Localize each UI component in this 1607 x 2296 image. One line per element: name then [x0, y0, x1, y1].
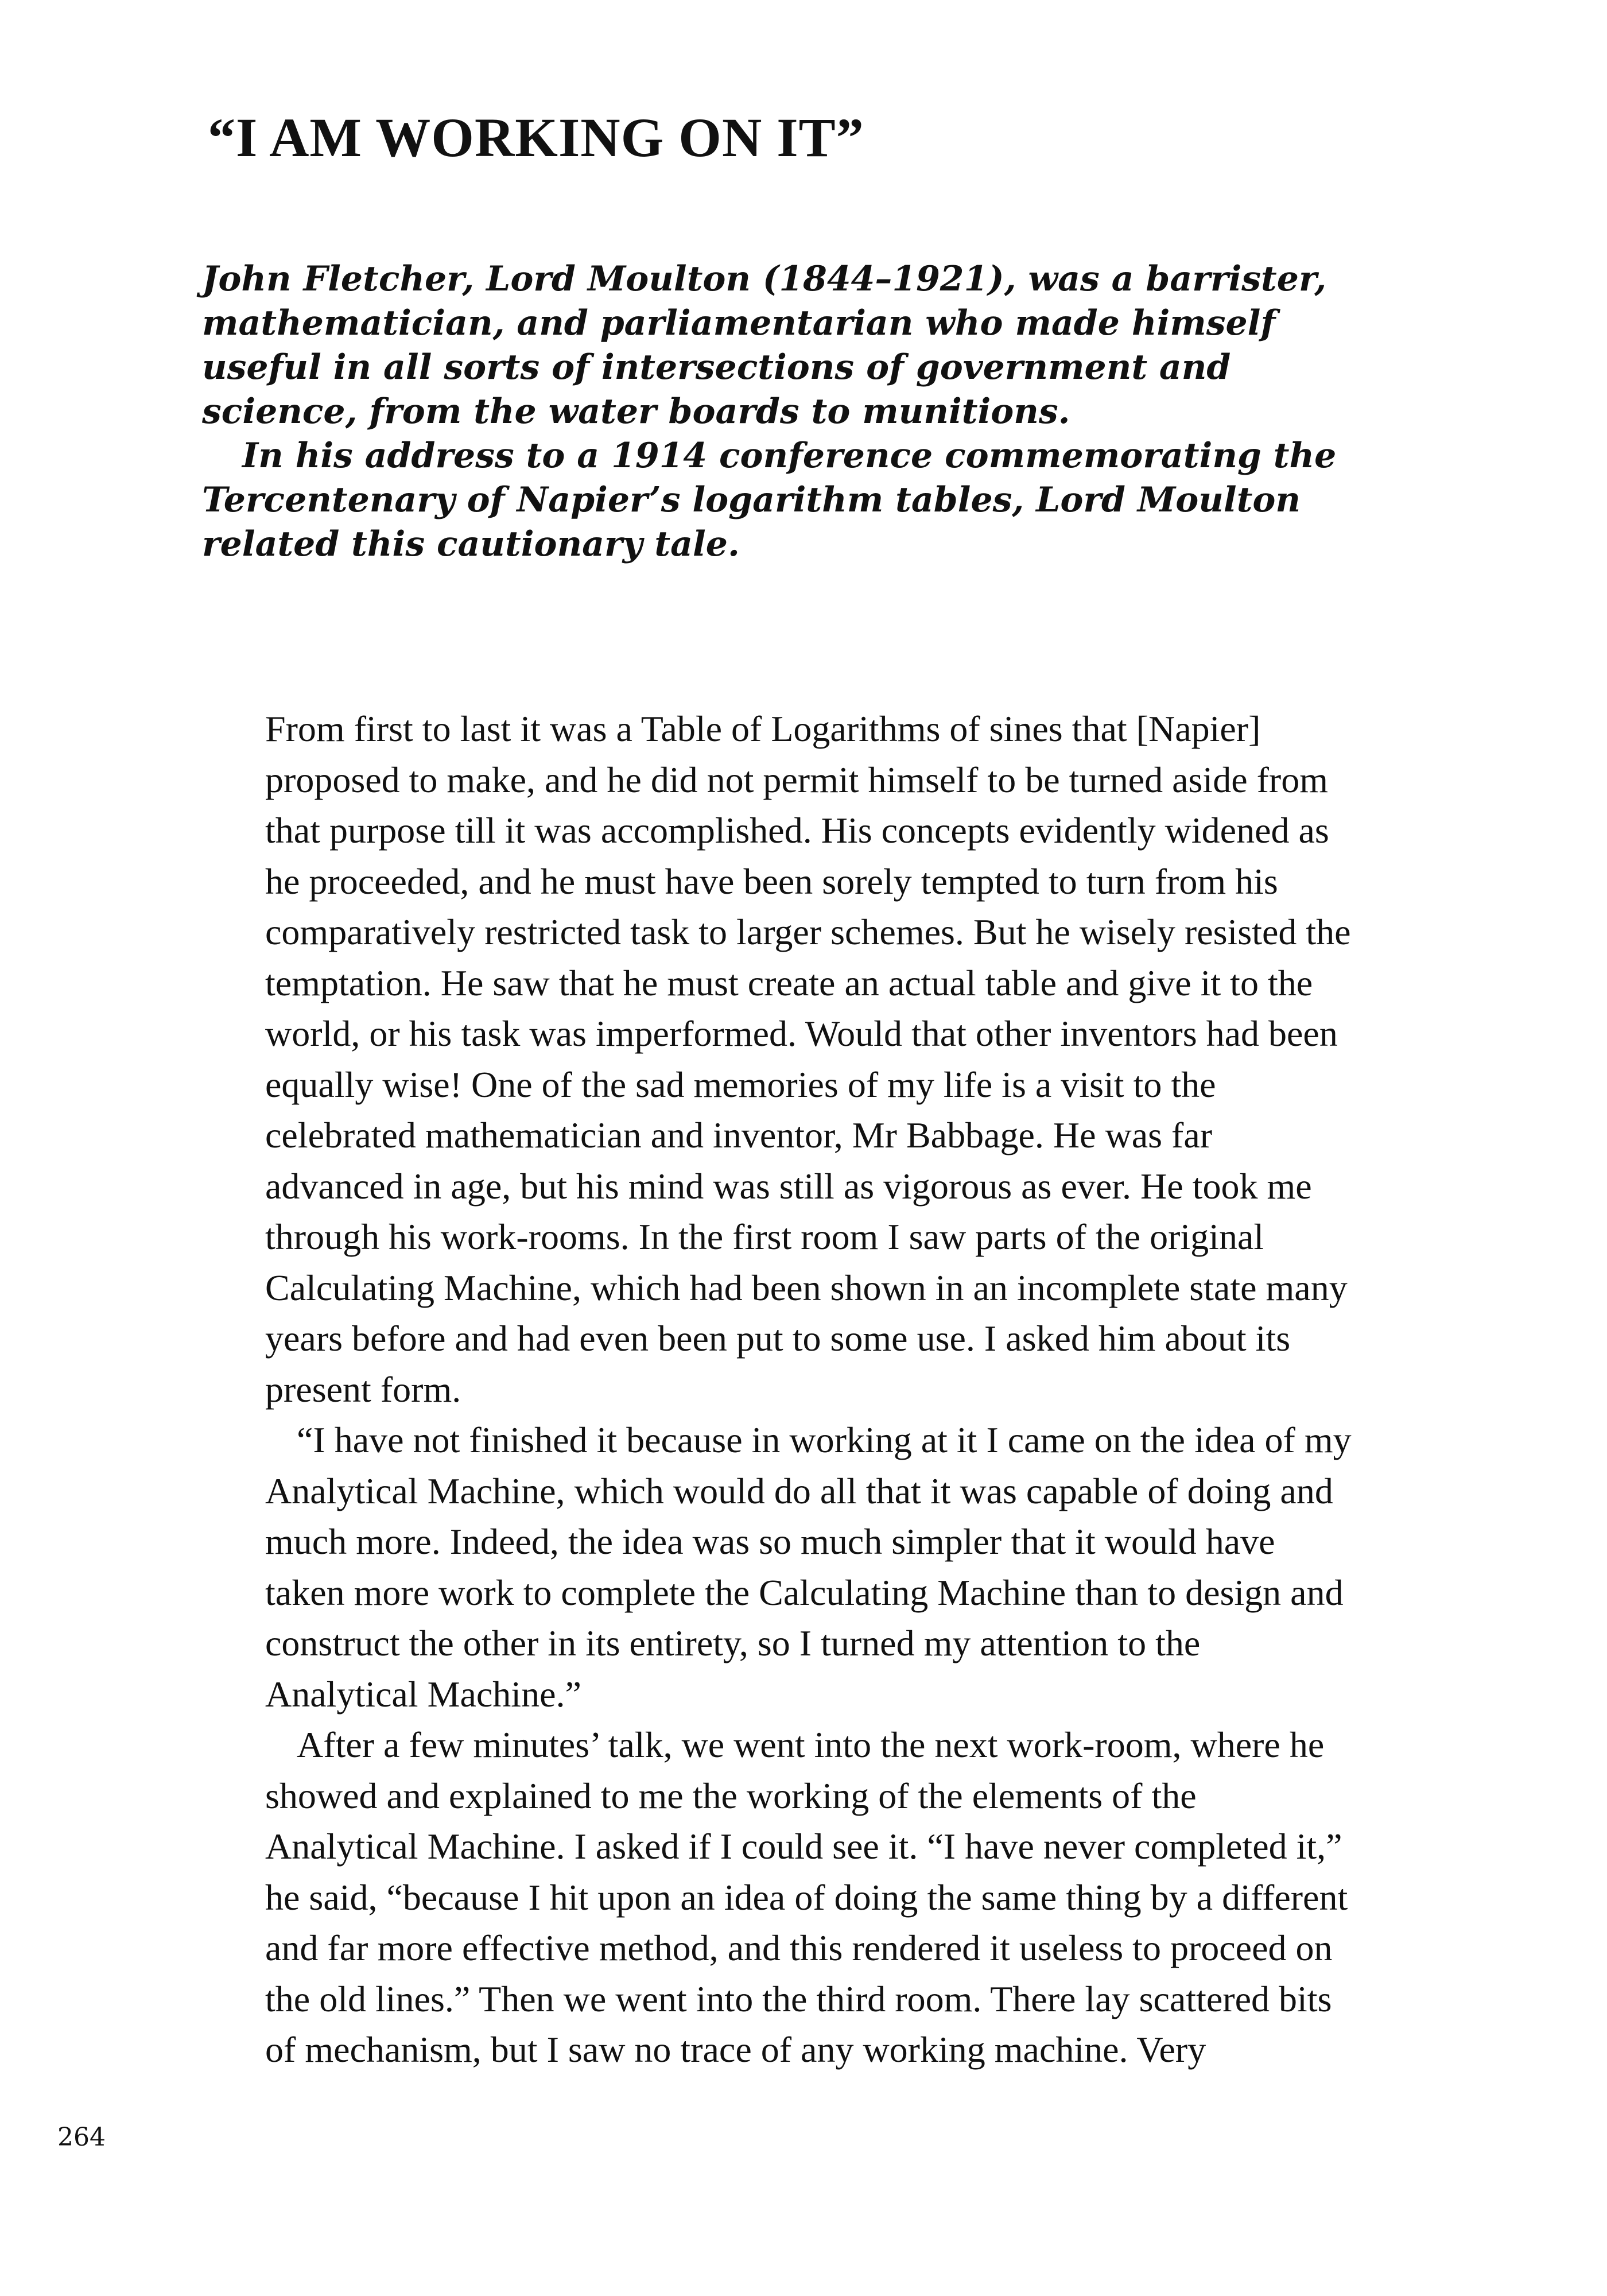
body-paragraph: “I have not finished it because in working at it I came on the idea of my Analytical Machine, which would do all that it was capable of doing and much more. Indeed, the idea was so much simpler that it would have taken more work to complete the Calculating Machine than to design and construct the other in its entirety, so I turned my attention to the Analytical Machine.” [265, 1420, 1352, 1715]
chapter-title: “I AM WORKING ON IT” [208, 107, 864, 168]
intro-paragraph: In his address to a 1914 conference commemorating the Tercentenary of Napier’s logarithm tables, Lord Moulton related this cautionary tale. [202, 436, 1337, 564]
intro-paragraph: John Fletcher, Lord Moulton (1844–1921), was a barrister, mathematician, and parliamentarian who made himself useful in all sorts of intersections of government and science, from the water boards to munitions. [202, 259, 1327, 432]
body-paragraph: From first to last it was a Table of Logarithms of sines that [Napier] proposed to make, and he did not permit himself to be turned aside from that purpose till it was accomplished. His concepts evidently widened as he proceeded, and he must have been sorely tempted to turn from his comparatively restricted task to larger schemes. But he wisely resisted the temptation. He saw that he must create an actual table and give it to the world, or his task was imperformed. Would that other inventors had been equally wise! One of the sad memories of my life is a visit to the celebrated mathematician and inventor, Mr Babbage. He was far advanced in age, but his mind was still as vigorous as ever. He took me through his work-rooms. In the first room I saw parts of the original Calculating Machine, which had been shown in an incomplete state many years before and had even been put to some use. I asked him about its present form. [265, 708, 1351, 1410]
intro-note [202, 257, 1396, 567]
quoted-passage [265, 704, 1356, 2076]
body-paragraph: After a few minutes’ talk, we went into the next work-room, where he showed and explained to me the working of the elements of the Analytical Machine. I asked if I could see it. “I have never completed it,” he said, “because I hit upon an idea of doing the same thing by a different and far more effective method, and this rendered it useless to proceed on the old lines.” Then we went into the third room. There lay scattered bits of mechanism, but I saw no trace of any working machine. Very [265, 1724, 1348, 2070]
page-number: 264 [57, 2123, 106, 2152]
